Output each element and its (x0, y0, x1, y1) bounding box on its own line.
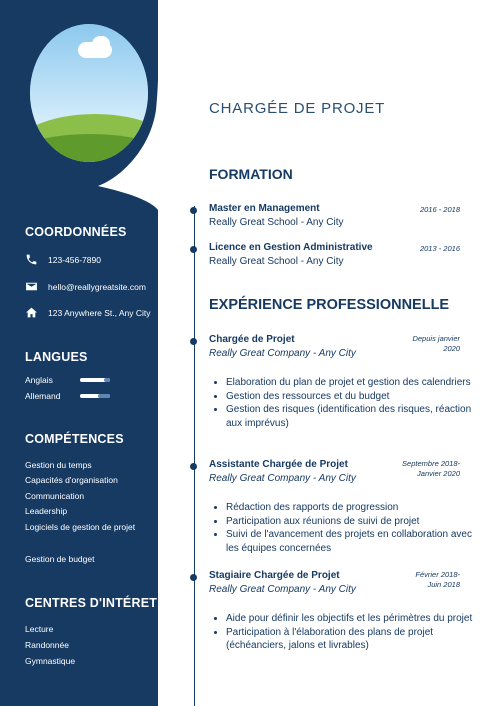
experience-title: EXPÉRIENCE PROFESSIONNELLE (209, 297, 450, 313)
language-level-bar (80, 394, 110, 398)
phone-icon (25, 253, 38, 266)
timeline-dot (190, 207, 197, 214)
education-degree: Master en Management (209, 203, 320, 214)
language-item (25, 375, 125, 385)
bullet-item: • Gestion des ressources et du budget (226, 390, 474, 404)
experience-dates: Depuis janvier 2020 (412, 334, 460, 353)
skill-item: Leadership (25, 506, 68, 516)
education-dates: 2016 - 2018 (419, 205, 460, 214)
experience-bullets (212, 612, 474, 653)
education-title: FORMATION (209, 166, 293, 182)
experience-dates: Février 2018- Juin 2018 (415, 570, 460, 589)
bullet-item: • Participation aux réunions de suivi de projet (226, 515, 474, 529)
experience-company: Really Great Company - Any City (209, 584, 356, 595)
bullet-item: • Aide pour définir les objectifs et les périmètres du projet (226, 612, 474, 626)
experience-company: Really Great Company - Any City (209, 473, 356, 484)
timeline-dot (190, 246, 197, 253)
education-school: Really Great School - Any City (209, 217, 344, 228)
bullet-item: • Gestion des risques (identification des risques, réaction aux imprévus) (226, 403, 474, 430)
language-name: Allemand (25, 391, 61, 401)
phone-text: 123-456-7890 (48, 254, 101, 265)
interest-item: Gymnastique (25, 656, 76, 666)
mail-icon (25, 280, 38, 293)
timeline-dot (190, 338, 197, 345)
bullet-item: • Participation à l'élaboration des plans de projet (échéanciers, jalons et livrables) (226, 626, 474, 653)
contact-title: COORDONNÉES (25, 225, 127, 239)
education-degree: Licence en Gestion Administrative (209, 242, 373, 253)
skill-item: Communication (25, 491, 85, 501)
contact-email (25, 280, 146, 293)
bullet-item: • Rédaction des rapports de progression (226, 501, 474, 515)
job-title: CHARGÉE DE PROJET (209, 100, 386, 117)
skill-item: Logiciels de gestion de projet (25, 522, 136, 532)
address-text: 123 Anywhere St., Any City (48, 307, 151, 318)
experience-role: Stagiaire Chargée de Projet (209, 570, 340, 581)
bullet-item: • Suivi de l'avancement des projets en collaboration avec les équipes concernées (226, 528, 474, 555)
home-icon (25, 306, 38, 319)
interest-item: Randonnée (25, 640, 69, 650)
language-level-bar (80, 378, 110, 382)
timeline-dot (190, 463, 197, 470)
experience-role: Assistante Chargée de Projet (209, 459, 348, 470)
experience-role: Chargée de Projet (209, 334, 295, 345)
skills-title: COMPÉTENCES (25, 432, 124, 446)
bullet-item: • Elaboration du plan de projet et gestion des calendriers (226, 376, 474, 390)
experience-bullets (212, 501, 474, 555)
skill-item: Capacités d'organisation (25, 475, 118, 485)
contact-address (25, 306, 151, 319)
timeline-dot (190, 574, 197, 581)
profile-photo (30, 24, 148, 162)
interest-item: Lecture (25, 624, 54, 634)
interests-title: CENTRES D'INTÉRET (25, 596, 158, 610)
education-school: Really Great School - Any City (209, 256, 344, 267)
languages-title: LANGUES (25, 350, 88, 364)
skill-item: Gestion du temps (25, 460, 92, 470)
experience-dates: Septembre 2018- Janvier 2020 (402, 459, 460, 478)
skill-item: Gestion de budget (25, 554, 95, 564)
timeline-line (194, 206, 195, 706)
education-dates: 2013 - 2016 (419, 244, 460, 253)
experience-company: Really Great Company - Any City (209, 348, 356, 359)
experience-bullets (212, 376, 474, 430)
email-text: hello@reallygreatsite.com (48, 281, 146, 292)
language-item (25, 391, 125, 401)
contact-phone (25, 253, 101, 266)
language-name: Anglais (25, 375, 53, 385)
